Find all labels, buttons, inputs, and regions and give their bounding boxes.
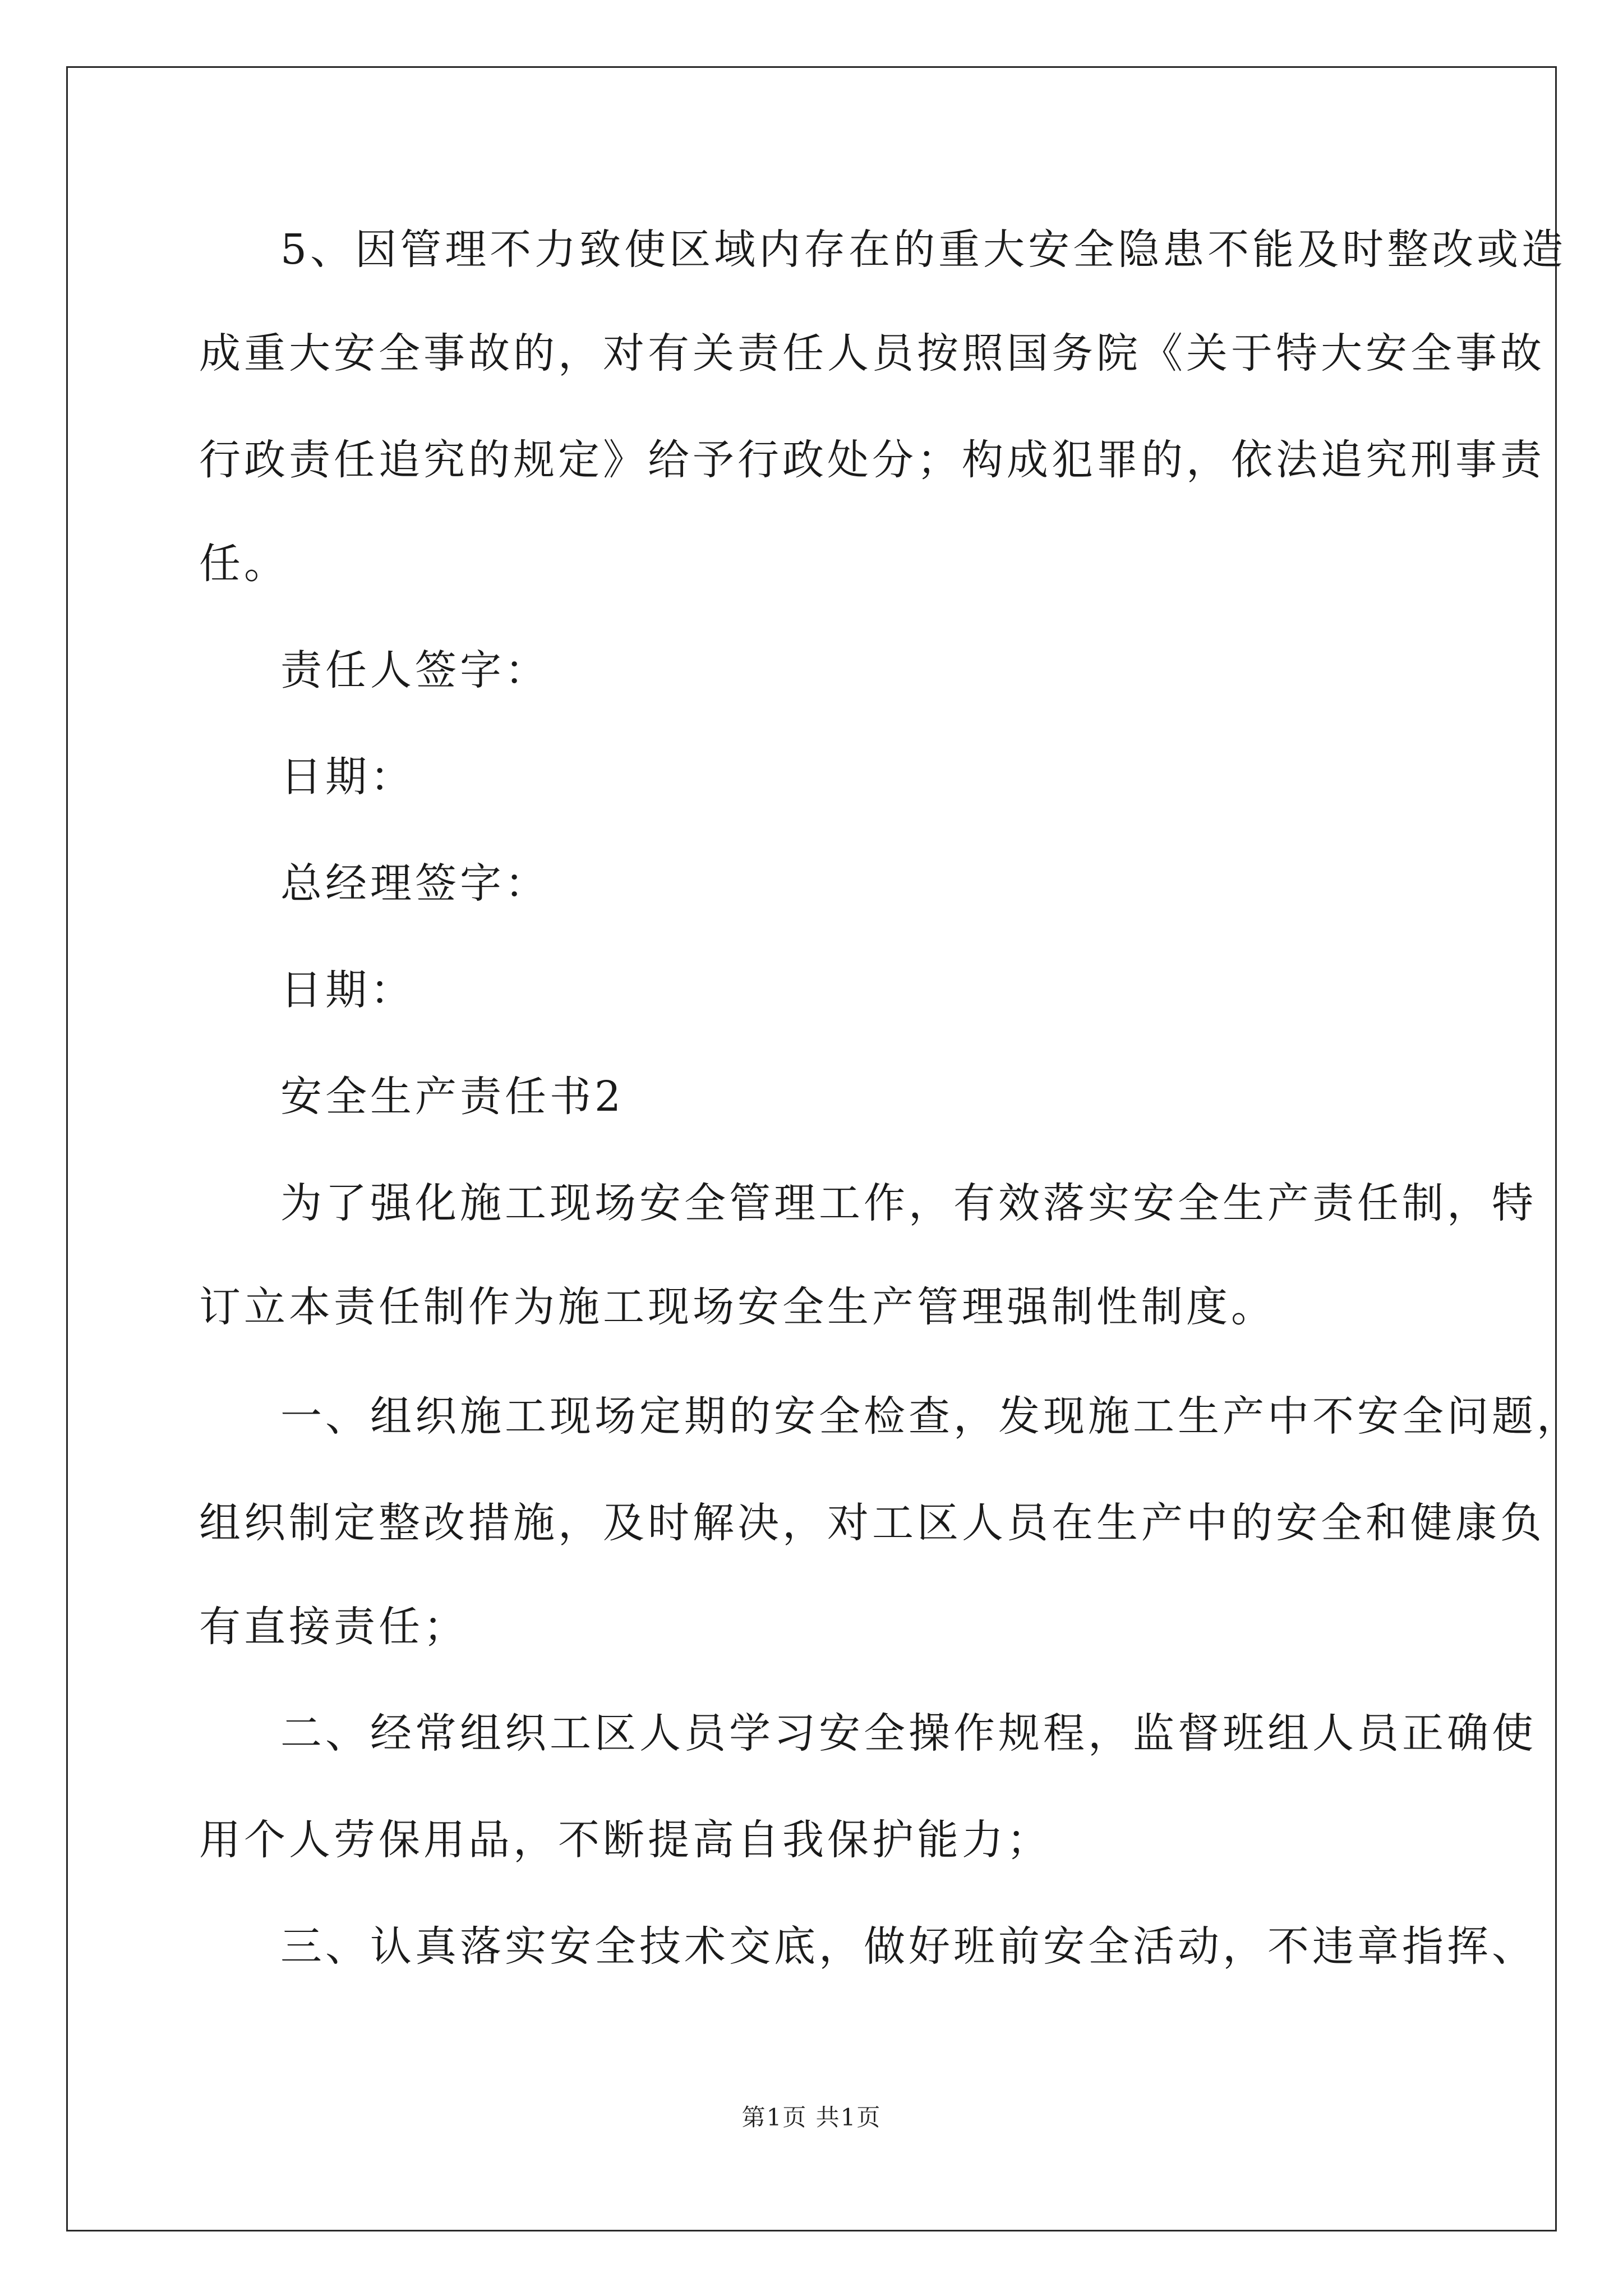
paragraph-line: 为了强化施工现场安全管理工作，有效落实安全生产责任制，特 (280, 1179, 1537, 1227)
paragraph-line: 行政责任追究的规定》给予行政处分；构成犯罪的，依法追究刑事责 (199, 436, 1545, 484)
section-title: 安全生产责任书2 (280, 1073, 625, 1121)
page-footer: 第1页 共1页 (741, 2104, 882, 2131)
paragraph-line: 任。 (199, 540, 289, 588)
paragraph-line: 二、经常组织工区人员学习安全操作规程，监督班组人员正确使 (280, 1709, 1537, 1757)
paragraph-line: 组织制定整改措施，及时解决，对工区人员在生产中的安全和健康负 (199, 1499, 1545, 1547)
date-label: 日期： (280, 966, 415, 1014)
date-label: 日期： (280, 753, 415, 801)
paragraph-line: 一、组织施工现场定期的安全检查，发现施工生产中不安全问题， (280, 1392, 1581, 1441)
paragraph-line: 订立本责任制作为施工现场安全生产管理强制性制度。 (199, 1283, 1276, 1331)
paragraph-line: 成重大安全事故的，对有关责任人员按照国务院《关于特大安全事故 (199, 329, 1545, 378)
page-border (66, 66, 1557, 2231)
paragraph-line: 有直接责任； (199, 1603, 468, 1651)
signature-label-responsible: 责任人签字： (280, 646, 550, 694)
paragraph-line: 用个人劳保用品，不断提高自我保护能力； (199, 1816, 1052, 1864)
paragraph-line: 三、认真落实安全技术交底，做好班前安全活动，不违章指挥、 (280, 1922, 1537, 1971)
signature-label-manager: 总经理签字： (280, 859, 550, 908)
paragraph-line: 5、因管理不力致使区域内存在的重大安全隐患不能及时整改或造 (280, 226, 1567, 274)
